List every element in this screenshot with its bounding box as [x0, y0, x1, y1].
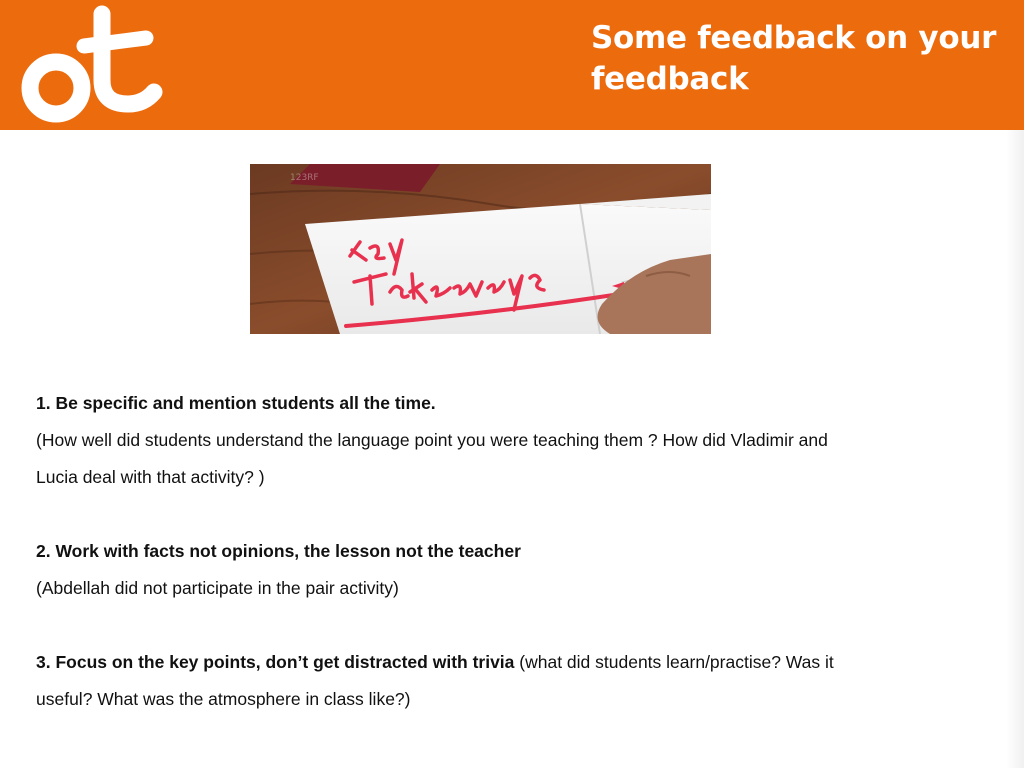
point-3 — [36, 644, 996, 718]
point-3-heading: 3. Focus on the key points, don’t get distracted with trivia — [36, 652, 515, 672]
slide-header — [0, 0, 1024, 130]
point-3-detail-inline: (what did students learn/practise? Was it — [514, 652, 834, 672]
point-2-detail: (Abdellah did not participate in the pair activity) — [36, 578, 399, 598]
svg-text:123RF: 123RF — [290, 173, 319, 183]
point-1-heading: 1. Be specific and mention students all the time. — [36, 393, 436, 413]
point-2 — [36, 533, 996, 607]
slide-title: Some feedback on your feedback — [591, 20, 997, 97]
point-3-detail-line2: useful? What was the atmosphere in class like?) — [36, 689, 411, 709]
feedback-list — [36, 385, 996, 718]
ot-logo — [18, 4, 168, 126]
point-1 — [36, 385, 996, 496]
point-1-detail-line1: (How well did students understand the language point you were teaching them ? How did Vladimir and — [36, 430, 828, 450]
page-edge-shadow — [1006, 130, 1024, 768]
point-1-detail-line2: Lucia deal with that activity? ) — [36, 467, 265, 487]
key-takeaways-photo — [250, 164, 711, 334]
point-2-heading: 2. Work with facts not opinions, the lesson not the teacher — [36, 541, 521, 561]
